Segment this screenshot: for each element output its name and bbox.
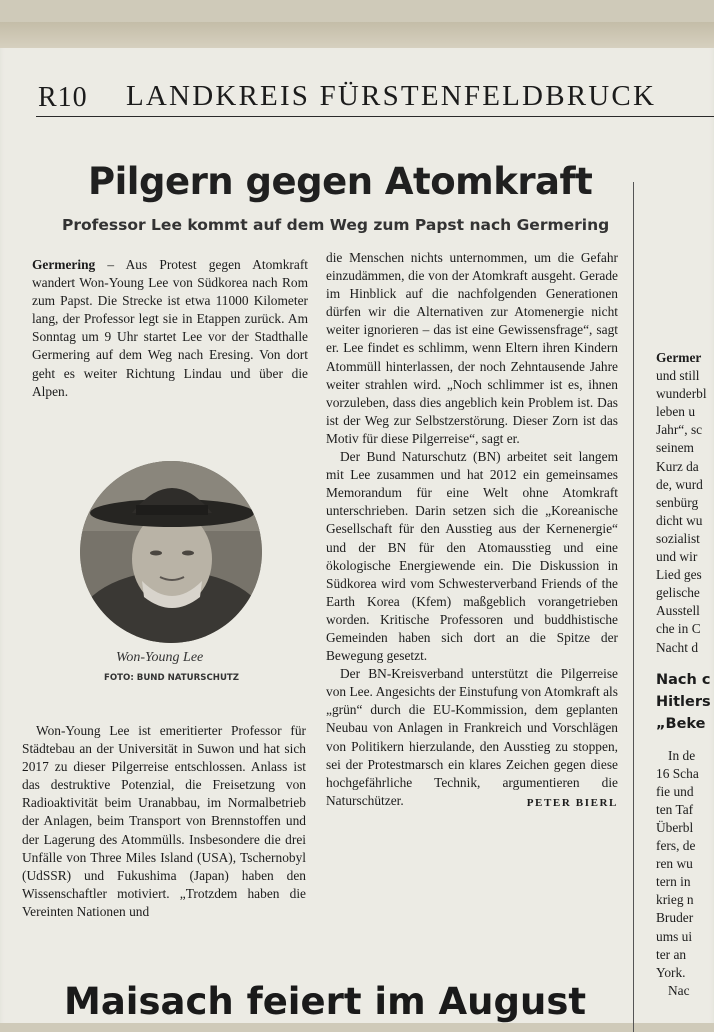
side-column-cut [656, 349, 714, 1000]
side-line: tern in [656, 874, 691, 890]
side-lines-b [656, 747, 714, 1000]
photo-credit: FOTO: BUND NATURSCHUTZ [104, 673, 240, 683]
side-line: In de [668, 747, 696, 763]
column-rule [633, 182, 634, 1032]
side-line: seinem [656, 440, 694, 456]
side-line: wunderbl [656, 386, 707, 402]
next-article-headline: Maisach feiert im August [64, 980, 587, 1023]
lead-text: – Aus Protest gegen Atomkraft wandert Won-Young Lee von Südkorea nach Rom zum Papst. Die Strecke ist etwa 11000 Kilometer lang, der Professor legt sie in Etappen zurück. Am Sonntag um 9 Uhr startet Lee vor der Stadthalle Germering auf dem Weg nach Eresing. Von dort geht es weiter Richtung Lindau und über die Alpen. [32, 257, 308, 399]
side-line: fie und [656, 783, 694, 799]
side-headline-line: „Beke [656, 715, 706, 732]
side-line: ums ui [656, 928, 693, 944]
side-line: und still [656, 368, 700, 384]
dateline: Germering [32, 257, 96, 272]
side-line: Germer [656, 350, 702, 365]
side-line: ren wu [656, 856, 693, 872]
side-line: Jahr“, sc [656, 422, 703, 438]
side-line: dicht wu [656, 512, 703, 528]
section-title: LANDKREIS FÜRSTENFELDBRUCK [126, 80, 657, 112]
side-line: senbürg [656, 494, 699, 510]
body-column-2 [326, 249, 618, 812]
side-line: Überbl [656, 819, 694, 835]
body-paragraph: Won-Young Lee ist emeritierter Professor für Städtebau an der Universität in Suwon und hat sich 2017 zu dieser Pilgerreise entschlossen. Anlass ist das destruktive Potenzial, die Freisetzung von Radioaktivität beim Uranabbau, im Normalbetrieb der Anlagen, beim Transport von Brennstoffen und der Lagerung des Atommülls. Insbesondere die drei Unfälle von Three Miles Island (USA), Tschernobyl (UdSSR) und Fukushima (Japan) haben den Wissenschaftler motiviert. „Trotzdem haben die Vereinten Nationen und [22, 723, 306, 919]
page-header [36, 66, 714, 117]
portrait-photo [80, 461, 262, 643]
side-line: Nacht d [656, 639, 699, 655]
side-headline-line: Hitlers [656, 693, 711, 710]
side-headline-line: Nach c [656, 671, 711, 688]
side-line: gelische [656, 585, 700, 601]
side-line: ter an [656, 946, 687, 962]
side-line: leben u [656, 404, 696, 420]
body-paragraph: Der BN-Kreisverband unterstützt die Pilgerreise von Lee. Angesichts der Einstufung von Atomkraft als „grün“ durch die EU-Kommission, dem geplanten Neubau von Anlagen in Frankreich und Vorschlägen von Politikern hierzulande, den Ausstieg zu stoppen, sei der Protestmarsch ein klares Zeichen gegen diese hochgefährliche Technik, argumentieren die Naturschützer. [326, 666, 618, 808]
side-line: Ausstell [656, 603, 700, 619]
article-headline: Pilgern gegen Atomkraft [88, 160, 593, 203]
side-line: ten Taf [656, 801, 694, 817]
side-line: Bruder [656, 910, 694, 926]
page-top-edge [0, 22, 714, 48]
side-line: che in C [656, 621, 701, 637]
portrait-image [80, 461, 262, 643]
side-line: York. [656, 964, 686, 980]
side-line: 16 Scha [656, 765, 699, 781]
photo-caption: Won-Young Lee [116, 650, 204, 665]
body-paragraph: die Menschen nichts unternommen, um die Gefahr einzudämmen, die von der Atomkraft ausgeht. Gerade im Hinblick auf die nachfolgenden Generationen dürfen wir die Alternativen zur Atomenergie nicht weiter ignorieren – das ist eine Gewissensfrage“, sagt er. Lee findet es schlimm, wenn Eltern ihren Kindern Atommüll hinterlassen, der noch Zehntausende Jahre weiter strahlen wird. „Noch schlimmer ist es, ihnen vorzuleben, dass dies angeblich kein Problem ist. Das ist der Weg zur Selbstzerstörung. Dieser Zorn ist das Motiv für diese Pilgerreise“, sagt er. [326, 250, 618, 446]
side-line: sozialist [656, 530, 700, 546]
side-line: Nac [668, 982, 690, 998]
side-line: Lied ges [656, 567, 702, 583]
page-number: R10 [38, 82, 88, 113]
side-line: Kurz da [656, 458, 699, 474]
body-column-1 [22, 722, 306, 921]
body-paragraph: Der Bund Naturschutz (BN) arbeitet seit langem mit Lee zusammen und hat 2012 ein gemeinsames Memorandum für eine Welt ohne Atomkraft unterschrieben. Darin setzen sich die „Koreanische Gesellschaft für den Ausstieg aus der Kernenergie“ und der BN für den Atomausstieg und eine ökologische Energiewende ein. Die Diskussion in Südkorea wird vom Schwesterverband Friends of the Earth Korea (Kfem) maßgeblich vorangetrieben worden. Kritische Professoren und buddhistische Gemeinden haben sich dort an die Spitze der Bewegung gesetzt. [326, 449, 618, 664]
lead-paragraph [32, 256, 308, 401]
side-line: de, wurd [656, 476, 703, 492]
side-lines-a [656, 349, 714, 657]
author-byline: PETER BIERL [526, 796, 618, 809]
side-line: fers, de [656, 838, 696, 854]
side-line: krieg n [656, 892, 694, 908]
side-line: und wir [656, 549, 698, 565]
side-headline [656, 669, 714, 735]
article-subheadline: Professor Lee kommt auf dem Weg zum Papst nach Germering [62, 216, 610, 234]
